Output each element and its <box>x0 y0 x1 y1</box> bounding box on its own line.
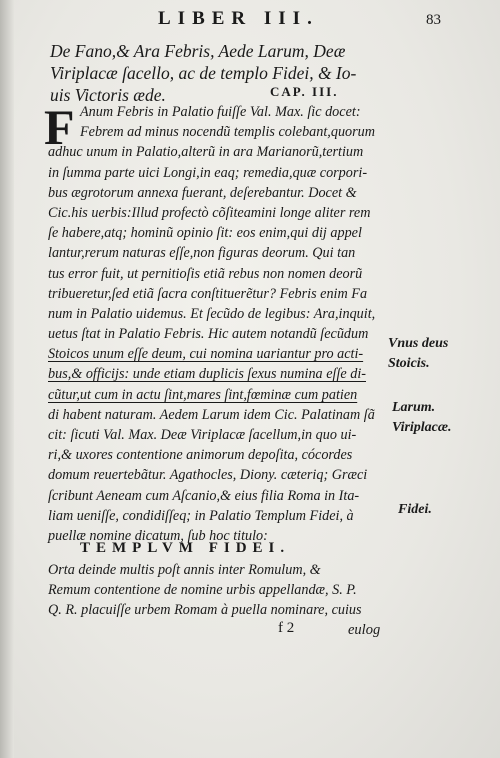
text-line: domum reuertebãtur. Agathocles, Diony. cæteriq; Græci <box>48 467 368 484</box>
text-line: bus ægrotorum annexa fuerant, deſerebantur. Docet & <box>48 184 357 201</box>
text-line: puellæ nomine dicatum, ſub hoc titulo: <box>48 527 268 544</box>
margin-note: Viriplacæ. <box>392 420 452 435</box>
text-line: Q. R. placuiſſe urbem Romam à puella nominare, cuius <box>48 602 362 619</box>
text-line: ſcribunt Aeneam cum Aſcanio,& eius filia Roma in Ita- <box>48 487 360 504</box>
text-line-underlined: Stoicos unum eſſe deum, cui nomina uariantur pro acti- <box>48 346 364 363</box>
text-line-underlined: bus,& officijs: unde etiam duplicis ſexus numina eſſe di- <box>48 366 366 383</box>
chapter-title-line: uis Victoris æde. <box>50 85 166 105</box>
page-number: 83 <box>426 12 441 28</box>
text-line: Febrem ad minus nocendũ templis colebant,quorum <box>80 124 375 141</box>
text-line: num in Palatio uidemus. Et ſecũdo de legibus: Ara,inquit, <box>48 305 376 322</box>
section-subtitle: TEMPLVM FIDEI. <box>80 540 291 556</box>
text-line: ri,& uxores contentione animorum depoſita, cócordes <box>48 447 353 464</box>
signature-mark: f 2 <box>278 620 295 636</box>
margin-note: Vnus deus <box>388 336 449 351</box>
margin-note: Fidei. <box>398 502 432 517</box>
margin-note: Larum. <box>392 400 436 415</box>
page-header <box>0 6 500 36</box>
text-line: Cic.his uerbis:Illud profectò cõſiteamini longe aliter rem <box>48 204 371 221</box>
text-line: in ſumma parte uici Longi,in eaq; remedia,quæ corpori- <box>48 164 368 181</box>
page-gutter-shadow <box>0 0 14 758</box>
text-line: Orta deinde multis poſt annis inter Romulum, & <box>48 562 321 578</box>
running-head: LIBER III. <box>158 8 319 29</box>
body-text-continued <box>48 560 398 621</box>
chapter-title-line: De Fano,& Ara Febris, Aede Larum, Deæ <box>50 41 346 61</box>
text-line: lantur,rerum naturas eſſe,non figuras deorum. Qui tan <box>48 245 356 262</box>
text-line: Remum contentione de nomine urbis appellandæ, S. P. <box>48 582 357 599</box>
chapter-title-line: Viriplacæ ſacello, ac de templo Fidei, & Io- <box>50 63 357 83</box>
text-line: tus error fuit, ut pernitioſis etiã rebus non nomen deorũ <box>48 265 363 282</box>
text-line: Anum Febris in Palatio fuiſſe Val. Max. ſic docet: <box>80 104 361 120</box>
drop-cap: F <box>44 99 75 155</box>
text-line: tribueretur,ſed etiã ſacra conſtituerẽtur? Febris enim Fa <box>48 285 368 302</box>
margin-note: Stoicis. <box>388 356 430 371</box>
text-line: ſe habere,atq; hominũ opinio ſit: eos enim,qui dij appel <box>48 225 362 242</box>
text-line-underlined: cũtur,ut cum in actu ſint,mares ſint,fœminæ cum patien <box>48 386 358 403</box>
text-line: cit: ſicuti Val. Max. Deæ Viriplacæ ſacellum,in quo ui- <box>48 427 357 443</box>
body-text <box>48 102 398 546</box>
text-line: di habent naturam. Aedem Larum idem Cic. Palatinam ſã <box>48 406 375 423</box>
text-line: adhuc unum in Palatio,alterũ in ara Marianorũ,tertium <box>48 144 364 161</box>
chapter-title <box>50 40 410 106</box>
chapter-number: CAP. III. <box>270 84 339 99</box>
text-line: uetus ſtat in Palatio Febris. Hic autem notandũ ſecũdum <box>48 326 369 343</box>
catchword: eulog <box>348 622 381 638</box>
text-line: liam ueniſſe, condidiſſeq; in Palatio Templum Fidei, à <box>48 507 354 524</box>
